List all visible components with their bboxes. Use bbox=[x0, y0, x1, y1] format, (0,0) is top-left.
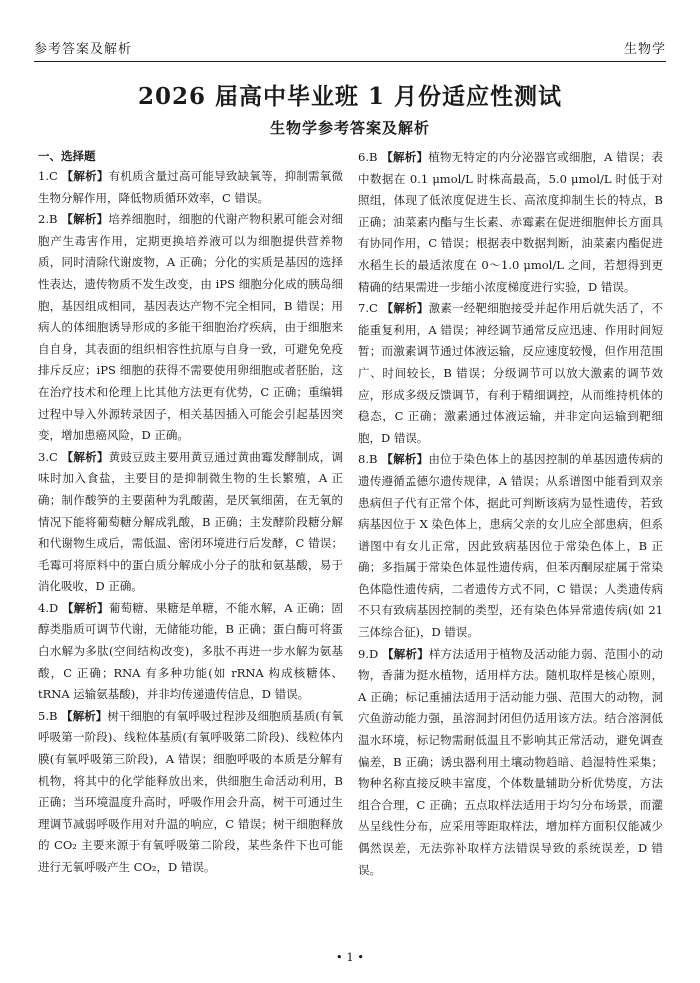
answer-item bbox=[358, 644, 663, 882]
answer-number: 1.C bbox=[38, 169, 62, 183]
answer-text: 由位于染色体上的基因控制的单基因遗传病的遗传遵循孟德尔遗传规律，A 错误；从系谱图中能看到双亲患病但子代有正常个体，据此可判断该病为显性遗传，若致病基因位于 X 染色体上，患病父亲的女儿应全部患病，但系谱图中有女儿正常，因此致病基因位于常染色体上，B 正确；多指属于常染色体显性遗传病，但苯丙酮尿症属于常染色体隐性遗传病，二者遗传方式不同，C 错误；人类遗传病不只有致病基因控制的类型，还有染色体异常遗传病(如 21 三体综合征)，D 错误。 bbox=[358, 452, 663, 640]
answer-number: 7.C bbox=[358, 301, 382, 316]
answer-item bbox=[358, 298, 663, 449]
page-header bbox=[34, 30, 666, 58]
analysis-tag: 【解析】 bbox=[61, 169, 109, 183]
answer-number: 3.C bbox=[38, 449, 62, 464]
answers-left-list bbox=[38, 166, 343, 879]
answer-item bbox=[38, 166, 343, 209]
answer-text: 培养细胞时，细胞的代谢产物积累可能会对细胞产生毒害作用，定期更换培养液可以为细胞提供营养物质，同时清除代谢废物，A 正确；分化的实质是基因的选择性表达，遗传物质不发生改变，由 iPS 细胞分化成的胰岛细胞，基因组成相同，基因表达产物不完全相同，B 错误；用病人的体细胞诱导形成的多能干细胞治疗疾病，由于细胞来自自身，其表面的组织相容性抗原与自身一致，可避免免疫排斥反应；iPS 细胞的获得不需要使用卵细胞或者胚胎，这在治疗技术和伦理上比其他方法更有优势，C 正确；重编辑过程中导入外源转录因子，相关基因插入可能会引起基因突变，增加患癌风险，D 正确。 bbox=[38, 212, 343, 443]
page-number: • 1 • bbox=[335, 950, 365, 964]
section-heading: 一、选择题 bbox=[38, 149, 96, 163]
analysis-tag: 【解析】 bbox=[62, 600, 109, 615]
analysis-tag: 【解析】 bbox=[381, 301, 429, 316]
answer-number: 2.B bbox=[38, 212, 62, 227]
answer-item bbox=[38, 598, 343, 706]
answer-item bbox=[38, 447, 343, 598]
answer-number: 6.B bbox=[358, 150, 382, 164]
document-subtitle: 生物学参考答案及解析 bbox=[269, 119, 430, 137]
answer-item bbox=[38, 706, 343, 879]
answer-number: 9.D bbox=[358, 646, 383, 661]
left-column bbox=[38, 147, 343, 879]
answer-number: 5.B bbox=[38, 708, 62, 723]
analysis-tag: 【解析】 bbox=[61, 212, 109, 227]
analysis-tag: 【解析】 bbox=[381, 452, 429, 467]
answer-item bbox=[358, 147, 663, 298]
answer-text: 样方法适用于植物及活动能力弱、范围小的动物，香蒲为挺水植物，适用样方法。随机取样是核心原则，A 正确；标记重捕法适用于活动能力强、范围大的动物，洞穴鱼游动能力强，虽溶洞封闭但仍适用该方法。结合溶洞低温水环境，标记物需耐低温且不影响其正常活动，避免调查偏差，B 正确；诱虫器利用土壤动物趋暗、趋湿特性采集；物种名称直接反映丰富度，个体数量辅助分析优势度，方法组合合理，C 正确；五点取样法适用于均匀分布场景，而灌丛呈线性分布，应采用等距取样法，增加样方面积仅能减少偶然误差，无法弥补取样方法错误导致的系统误差，D 错误。 bbox=[358, 646, 663, 877]
answer-item bbox=[38, 209, 343, 447]
analysis-tag: 【解析】 bbox=[61, 708, 108, 723]
answer-item bbox=[358, 449, 663, 643]
answer-text: 植物无特定的内分泌器官或细胞，A 错误；表中数据在 0.1 μmol/L 时株高最高，5.0 μmol/L 时低于对照组，体现了低浓度促进生长、高浓度抑制生长的特点，B 正确；油菜素内酯与生长素、赤霉素在促进细胞伸长方面具有协同作用，C 错误；根据表中数据判断，油菜素内酯促进水稻生长的最适浓度在 0～1.0 μmol/L 之间，若想得到更精确的结果需进一步缩小浓度梯度进行实验，D 错误。 bbox=[358, 150, 663, 294]
right-column bbox=[358, 147, 663, 881]
answer-number: 8.B bbox=[358, 452, 382, 467]
analysis-tag: 【解析】 bbox=[381, 150, 429, 164]
document-title: 2026 届高中毕业班 1 月份适应性测试 bbox=[137, 83, 563, 110]
header-rule bbox=[34, 61, 666, 62]
answer-text: 黄豉豆豉主要用黄豆通过黄曲霉发酵制成，调味时加入食盐，主要目的是抑制微生物的生长繁殖，A 正确；制作酸笋的主要菌种为乳酸菌，是厌氧细菌，在无氧的情况下能将葡萄糖分解成乳酸，B 正确；主发酵阶段糖分解和代谢物生成后，需低温、密闭环境进行后发酵，C 错误；毛霉可将原料中的蛋白质分解成小分子的肽和氨基酸，易于消化吸收，D 正确。 bbox=[38, 449, 343, 594]
analysis-tag: 【解析】 bbox=[382, 646, 429, 661]
answers-right-list bbox=[358, 147, 663, 881]
answer-text: 有机质含量过高可能导致缺氧等，抑制需氧微生物分解作用，降低物质循环效率，C 错误。 bbox=[38, 169, 343, 205]
analysis-tag: 【解析】 bbox=[61, 449, 109, 464]
answer-text: 激素一经靶细胞接受并起作用后就失活了，不能重复利用，A 错误；神经调节通常反应迅速、作用时间短暂；而激素调节通过体液运输，反应速度较慢，但作用范围广、时间较长，B 错误；分级调节可以放大激素的调节效应，形成多级反馈调节，有利于精细调控，从而维持机体的稳态，C 正确；激素通过体液运输，并非定向运输到靶细胞，D 错误。 bbox=[358, 301, 663, 445]
answer-number: 4.D bbox=[38, 600, 63, 615]
answer-text: 葡萄糖、果糖是单糖，不能水解，A 正确；固醇类脂质可调节代谢，无储能功能，B 正确；蛋白酶可将蛋白水解为多肽(空间结构改变)，多肽不再进一步水解为氨基酸，C 正确；RNA 有多种功能(如 rRNA 构成核糖体、tRNA 运输氨基酸)，并非均传递遗传信息，D 错误。 bbox=[38, 600, 343, 702]
header-left-label: 参考答案及解析 bbox=[34, 42, 133, 57]
answer-text: 树干细胞的有氧呼吸过程涉及细胞质基质(有氧呼吸第一阶段)、线粒体基质(有氧呼吸第二阶段)、线粒体内膜(有氧呼吸第三阶段)，A 错误；细胞呼吸的本质是分解有机物，将其中的化学能释放出来，供细胞生命活动利用，B 正确；当环境温度升高时，呼吸作用会升高，树干可通过生理调节减弱呼吸作用对升温的响应，C 错误；树干细胞释放的 CO₂ 主要来源于有氧呼吸第二阶段，某些条件下也可能进行无氧呼吸产生 CO₂，D 错误。 bbox=[38, 708, 343, 874]
header-subject-label: 生物学 bbox=[623, 42, 666, 57]
